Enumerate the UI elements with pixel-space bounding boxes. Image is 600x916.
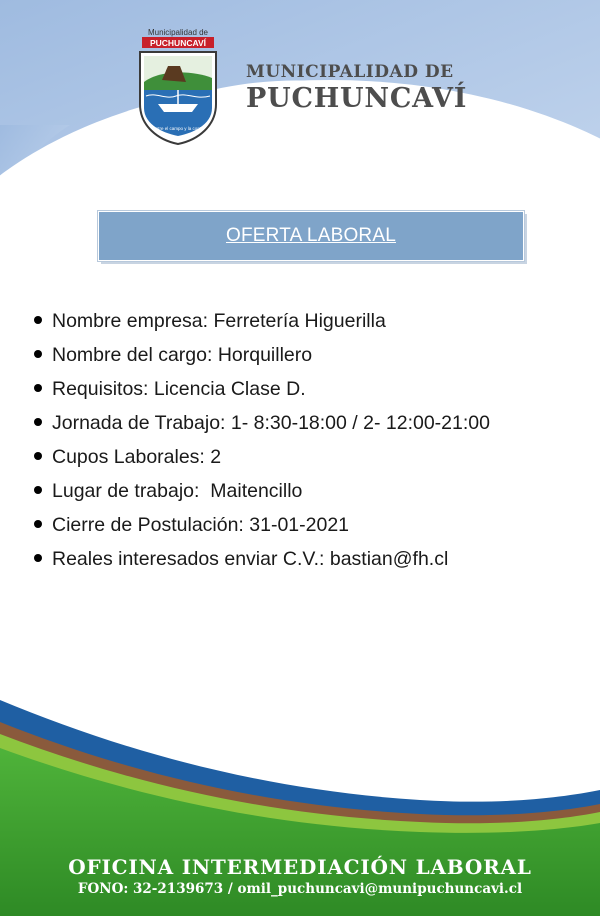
job-detail-deadline [34, 508, 490, 542]
bullet-icon [34, 452, 42, 460]
job-detail-requirements [34, 372, 490, 406]
list-item-text: Cupos Laborales: 2 [52, 446, 222, 468]
job-detail-company [34, 304, 490, 338]
footer-office-name: OFICINA INTERMEDIACIÓN LABORAL [68, 855, 532, 879]
job-detail-location [34, 474, 490, 508]
job-detail-apply [34, 542, 490, 576]
job-detail-schedule [34, 406, 490, 440]
job-detail-openings [34, 440, 490, 474]
municipality-title-line1: MUNICIPALIDAD DE [246, 62, 454, 82]
bullet-icon [34, 384, 42, 392]
list-item-text: Nombre del cargo: Horquillero [52, 344, 313, 366]
job-offer-banner [98, 211, 524, 261]
logo-caption-top: Municipalidad de [147, 28, 209, 37]
municipal-logo-icon [132, 26, 224, 150]
bullet-icon [34, 316, 42, 324]
bullet-icon [34, 520, 42, 528]
bullet-icon [34, 486, 42, 494]
footer-contact-info: FONO: 32-2139673 / omil_puchuncavi@munipuchuncavi.cl [77, 881, 523, 897]
municipality-title-line2: PUCHUNCAVÍ [246, 83, 468, 114]
list-item-text: Requisitos: Licencia Clase D. [52, 378, 306, 400]
logo-caption-name: PUCHUNCAVÍ [149, 38, 207, 48]
list-item-text: Reales interesados enviar C.V.: bastian@fh.cl [52, 548, 449, 570]
job-detail-position [34, 338, 490, 372]
bullet-icon [34, 418, 42, 426]
bullet-icon [34, 350, 42, 358]
list-item-text: Lugar de trabajo: Maitencillo [52, 480, 303, 502]
job-offer-title: OFERTA LABORAL [226, 225, 396, 246]
list-item-text: Cierre de Postulación: 31-01-2021 [52, 514, 350, 536]
job-details-list [34, 304, 490, 576]
list-item-text: Jornada de Trabajo: 1- 8:30-18:00 / 2- 12:00-21:00 [52, 412, 490, 434]
list-item-text: Nombre empresa: Ferretería Higuerilla [52, 310, 386, 332]
municipality-title [246, 64, 467, 112]
logo-motto: Entre el campo y la costa [152, 126, 204, 131]
bullet-icon [34, 554, 42, 562]
